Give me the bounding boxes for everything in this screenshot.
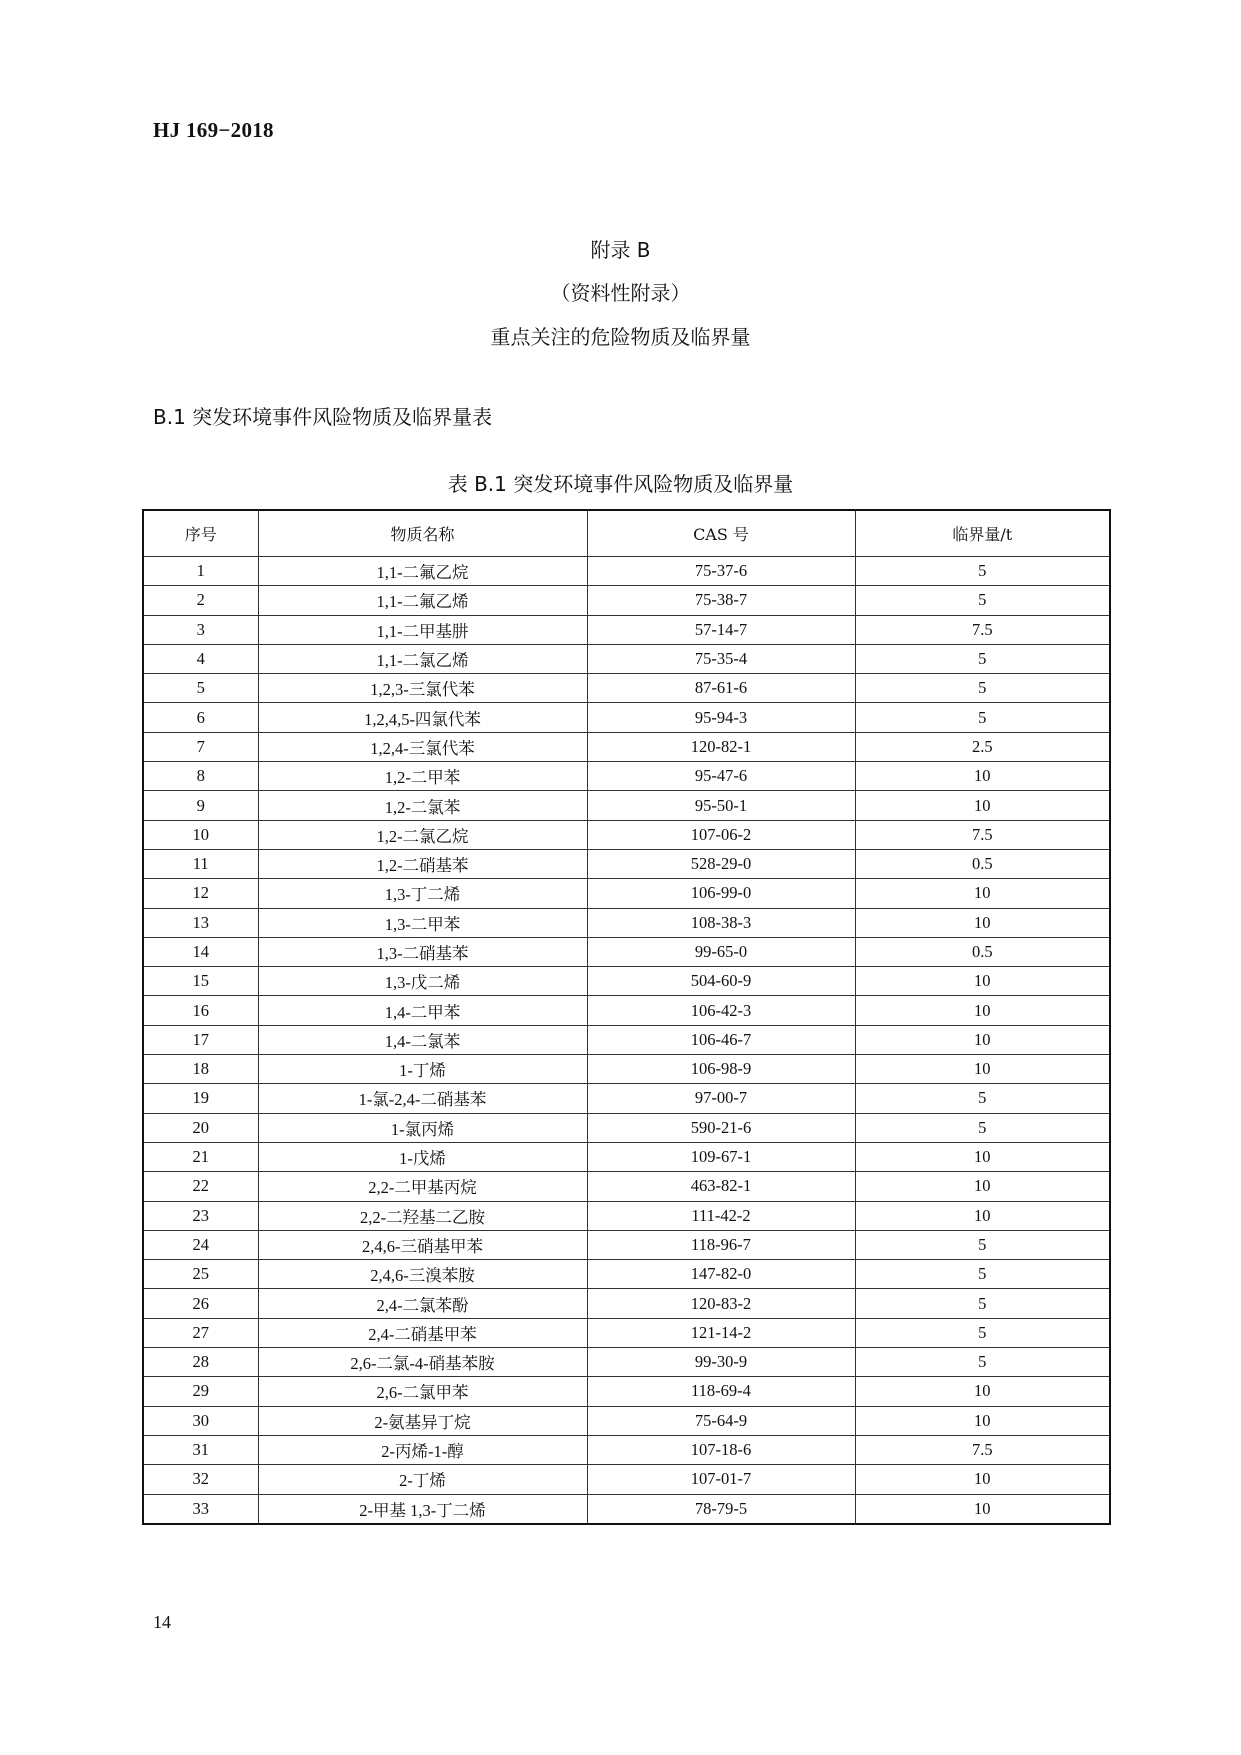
cell-cas-number: 97-00-7 — [587, 1084, 855, 1113]
cell-seq: 20 — [143, 1113, 258, 1142]
table-row — [143, 674, 1110, 703]
cell-threshold: 10 — [855, 1142, 1110, 1171]
appendix-title: 重点关注的危险物质及临界量 — [490, 325, 751, 349]
cell-cas-number: 121-14-2 — [587, 1318, 855, 1347]
cell-cas-number: 106-42-3 — [587, 996, 855, 1025]
table-row — [143, 762, 1110, 791]
cell-cas-number: 75-35-4 — [587, 644, 855, 673]
cell-seq: 16 — [143, 996, 258, 1025]
table-row — [143, 1025, 1110, 1054]
cell-substance-name: 1,2,4-三氯代苯 — [258, 732, 587, 761]
cell-cas-number: 111-42-2 — [587, 1201, 855, 1230]
cell-substance-name: 2,6-二氯-4-硝基苯胺 — [258, 1348, 587, 1377]
cell-threshold: 10 — [855, 1025, 1110, 1054]
cell-cas-number: 463-82-1 — [587, 1172, 855, 1201]
cell-threshold: 7.5 — [855, 1435, 1110, 1464]
table-row — [143, 1055, 1110, 1084]
table-row — [143, 586, 1110, 615]
cell-substance-name: 2,4-二硝基甲苯 — [258, 1318, 587, 1347]
substance-threshold-table — [142, 509, 1111, 1525]
cell-cas-number: 504-60-9 — [587, 967, 855, 996]
table-row — [143, 967, 1110, 996]
cell-substance-name: 2,4,6-三硝基甲苯 — [258, 1230, 587, 1259]
cell-cas-number: 95-94-3 — [587, 703, 855, 732]
cell-threshold: 5 — [855, 703, 1110, 732]
cell-cas-number: 87-61-6 — [587, 674, 855, 703]
cell-cas-number: 528-29-0 — [587, 849, 855, 878]
cell-seq: 19 — [143, 1084, 258, 1113]
cell-threshold: 10 — [855, 879, 1110, 908]
cell-seq: 2 — [143, 586, 258, 615]
cell-seq: 25 — [143, 1260, 258, 1289]
cell-cas-number: 75-37-6 — [587, 557, 855, 586]
cell-substance-name: 1,2-二硝基苯 — [258, 849, 587, 878]
cell-seq: 8 — [143, 762, 258, 791]
page-number: 14 — [153, 1612, 171, 1632]
cell-substance-name: 1,1-二氟乙烯 — [258, 586, 587, 615]
cell-substance-name: 2,2-二羟基二乙胺 — [258, 1201, 587, 1230]
cell-cas-number: 106-46-7 — [587, 1025, 855, 1054]
cell-seq: 23 — [143, 1201, 258, 1230]
cell-seq: 22 — [143, 1172, 258, 1201]
cell-seq: 15 — [143, 967, 258, 996]
cell-substance-name: 1,4-二甲苯 — [258, 996, 587, 1025]
cell-substance-name: 1-戊烯 — [258, 1142, 587, 1171]
cell-cas-number: 118-96-7 — [587, 1230, 855, 1259]
cell-substance-name: 2-甲基 1,3-丁二烯 — [258, 1494, 587, 1524]
cell-threshold: 5 — [855, 1230, 1110, 1259]
cell-cas-number: 120-83-2 — [587, 1289, 855, 1318]
cell-substance-name: 2-丁烯 — [258, 1465, 587, 1494]
table-row — [143, 820, 1110, 849]
appendix-type: （资料性附录） — [550, 281, 691, 305]
cell-seq: 14 — [143, 937, 258, 966]
cell-substance-name: 1,2,3-三氯代苯 — [258, 674, 587, 703]
cell-cas-number: 107-01-7 — [587, 1465, 855, 1494]
cell-substance-name: 1,3-丁二烯 — [258, 879, 587, 908]
table-row — [143, 1230, 1110, 1259]
cell-substance-name: 1,2-二甲苯 — [258, 762, 587, 791]
table-header-row — [143, 510, 1110, 557]
cell-threshold: 10 — [855, 1494, 1110, 1524]
appendix-label: 附录 B — [590, 238, 651, 262]
cell-seq: 32 — [143, 1465, 258, 1494]
cell-substance-name: 2-氨基异丁烷 — [258, 1406, 587, 1435]
cell-seq: 12 — [143, 879, 258, 908]
cell-threshold: 10 — [855, 1055, 1110, 1084]
cell-substance-name: 2,6-二氯甲苯 — [258, 1377, 587, 1406]
header-substance-name: 物质名称 — [258, 510, 587, 557]
cell-seq: 11 — [143, 849, 258, 878]
table-row — [143, 1201, 1110, 1230]
cell-cas-number: 107-06-2 — [587, 820, 855, 849]
table-row — [143, 1348, 1110, 1377]
cell-threshold: 7.5 — [855, 615, 1110, 644]
table-row — [143, 849, 1110, 878]
table-row — [143, 1435, 1110, 1464]
cell-threshold: 5 — [855, 1348, 1110, 1377]
cell-cas-number: 120-82-1 — [587, 732, 855, 761]
cell-threshold: 5 — [855, 1289, 1110, 1318]
cell-threshold: 10 — [855, 1172, 1110, 1201]
table-row — [143, 703, 1110, 732]
table-row — [143, 615, 1110, 644]
section-heading: B.1 突发环境事件风险物质及临界量表 — [153, 405, 493, 429]
cell-cas-number: 95-50-1 — [587, 791, 855, 820]
cell-cas-number: 95-47-6 — [587, 762, 855, 791]
cell-substance-name: 2,4,6-三溴苯胺 — [258, 1260, 587, 1289]
cell-substance-name: 2-丙烯-1-醇 — [258, 1435, 587, 1464]
table-row — [143, 1142, 1110, 1171]
cell-threshold: 0.5 — [855, 849, 1110, 878]
cell-seq: 1 — [143, 557, 258, 586]
cell-cas-number: 99-65-0 — [587, 937, 855, 966]
cell-threshold: 5 — [855, 586, 1110, 615]
cell-threshold: 10 — [855, 1465, 1110, 1494]
cell-seq: 5 — [143, 674, 258, 703]
cell-cas-number: 57-14-7 — [587, 615, 855, 644]
cell-cas-number: 99-30-9 — [587, 1348, 855, 1377]
cell-seq: 3 — [143, 615, 258, 644]
table-row — [143, 1494, 1110, 1524]
cell-substance-name: 1,1-二甲基肼 — [258, 615, 587, 644]
cell-threshold: 10 — [855, 996, 1110, 1025]
table-row — [143, 996, 1110, 1025]
cell-threshold: 7.5 — [855, 820, 1110, 849]
cell-threshold: 10 — [855, 1377, 1110, 1406]
cell-substance-name: 2,4-二氯苯酚 — [258, 1289, 587, 1318]
cell-substance-name: 1-氯-2,4-二硝基苯 — [258, 1084, 587, 1113]
cell-cas-number: 109-67-1 — [587, 1142, 855, 1171]
cell-threshold: 10 — [855, 908, 1110, 937]
cell-seq: 9 — [143, 791, 258, 820]
table-row — [143, 1172, 1110, 1201]
cell-threshold: 5 — [855, 1084, 1110, 1113]
cell-cas-number: 107-18-6 — [587, 1435, 855, 1464]
document-code: HJ 169−2018 — [153, 118, 274, 142]
cell-seq: 28 — [143, 1348, 258, 1377]
cell-seq: 24 — [143, 1230, 258, 1259]
cell-substance-name: 1,3-二甲苯 — [258, 908, 587, 937]
cell-threshold: 5 — [855, 1318, 1110, 1347]
cell-substance-name: 1,2,4,5-四氯代苯 — [258, 703, 587, 732]
cell-substance-name: 1,4-二氯苯 — [258, 1025, 587, 1054]
table-row — [143, 1318, 1110, 1347]
cell-cas-number: 75-38-7 — [587, 586, 855, 615]
cell-seq: 18 — [143, 1055, 258, 1084]
cell-threshold: 5 — [855, 1260, 1110, 1289]
cell-threshold: 5 — [855, 674, 1110, 703]
cell-threshold: 10 — [855, 791, 1110, 820]
cell-threshold: 10 — [855, 762, 1110, 791]
table-row — [143, 1289, 1110, 1318]
cell-seq: 7 — [143, 732, 258, 761]
table-row — [143, 1406, 1110, 1435]
cell-substance-name: 1,2-二氯乙烷 — [258, 820, 587, 849]
table-row — [143, 937, 1110, 966]
cell-threshold: 10 — [855, 1406, 1110, 1435]
table-row — [143, 1465, 1110, 1494]
cell-cas-number: 75-64-9 — [587, 1406, 855, 1435]
cell-cas-number: 78-79-5 — [587, 1494, 855, 1524]
table-row — [143, 644, 1110, 673]
cell-seq: 4 — [143, 644, 258, 673]
cell-seq: 13 — [143, 908, 258, 937]
cell-threshold: 10 — [855, 1201, 1110, 1230]
cell-cas-number: 590-21-6 — [587, 1113, 855, 1142]
cell-threshold: 5 — [855, 644, 1110, 673]
cell-threshold: 10 — [855, 967, 1110, 996]
table-body — [143, 557, 1110, 1524]
table-row — [143, 791, 1110, 820]
cell-substance-name: 1,3-戊二烯 — [258, 967, 587, 996]
cell-seq: 21 — [143, 1142, 258, 1171]
cell-seq: 17 — [143, 1025, 258, 1054]
cell-seq: 31 — [143, 1435, 258, 1464]
cell-substance-name: 1-氯丙烯 — [258, 1113, 587, 1142]
cell-cas-number: 108-38-3 — [587, 908, 855, 937]
cell-threshold: 5 — [855, 557, 1110, 586]
cell-threshold: 5 — [855, 1113, 1110, 1142]
header-seq: 序号 — [143, 510, 258, 557]
table-row — [143, 1260, 1110, 1289]
header-cas-number: CAS 号 — [587, 510, 855, 557]
cell-seq: 6 — [143, 703, 258, 732]
table-row — [143, 879, 1110, 908]
header-threshold: 临界量/t — [855, 510, 1110, 557]
cell-seq: 29 — [143, 1377, 258, 1406]
cell-substance-name: 1-丁烯 — [258, 1055, 587, 1084]
cell-cas-number: 118-69-4 — [587, 1377, 855, 1406]
table-row — [143, 732, 1110, 761]
cell-seq: 26 — [143, 1289, 258, 1318]
cell-seq: 30 — [143, 1406, 258, 1435]
cell-cas-number: 106-99-0 — [587, 879, 855, 908]
cell-seq: 33 — [143, 1494, 258, 1524]
table-row — [143, 1377, 1110, 1406]
cell-cas-number: 106-98-9 — [587, 1055, 855, 1084]
cell-cas-number: 147-82-0 — [587, 1260, 855, 1289]
cell-threshold: 0.5 — [855, 937, 1110, 966]
table-row — [143, 557, 1110, 586]
table-row — [143, 1084, 1110, 1113]
table-row — [143, 1113, 1110, 1142]
cell-substance-name: 1,1-二氯乙烯 — [258, 644, 587, 673]
cell-substance-name: 2,2-二甲基丙烷 — [258, 1172, 587, 1201]
table-caption: 表 B.1 突发环境事件风险物质及临界量 — [447, 472, 794, 496]
cell-substance-name: 1,2-二氯苯 — [258, 791, 587, 820]
cell-substance-name: 1,1-二氟乙烷 — [258, 557, 587, 586]
cell-seq: 27 — [143, 1318, 258, 1347]
cell-seq: 10 — [143, 820, 258, 849]
cell-substance-name: 1,3-二硝基苯 — [258, 937, 587, 966]
cell-threshold: 2.5 — [855, 732, 1110, 761]
table-row — [143, 908, 1110, 937]
